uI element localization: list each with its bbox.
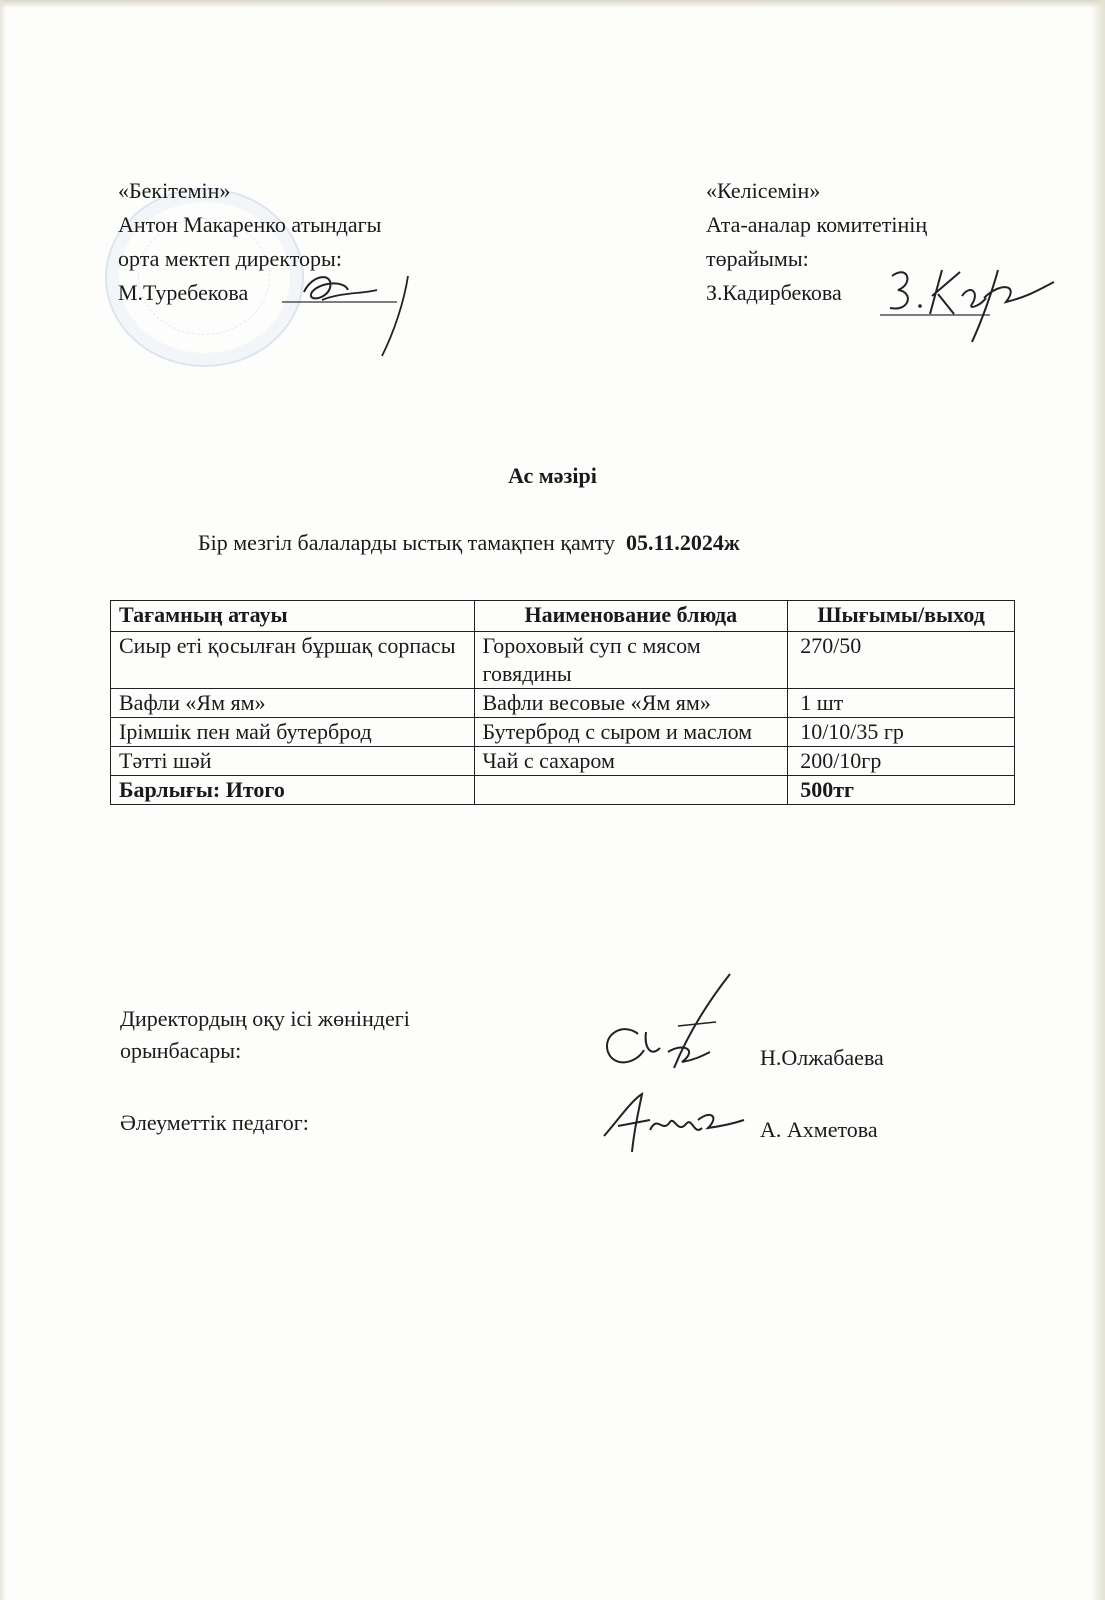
header-russian-name: Наименование блюда <box>474 601 788 632</box>
agreement-name: З.Кадирбекова <box>706 280 842 305</box>
cell-kazakh-name: Тәтті шәй <box>111 747 475 776</box>
subtitle-date: 05.11.2024ж <box>626 530 740 555</box>
approval-name: М.Туребекова <box>118 280 249 305</box>
page-edge-top <box>0 0 1105 8</box>
cell-kazakh-name: Сиыр еті қосылған бұршақ сорпасы <box>111 632 475 689</box>
page-edge-right <box>1091 0 1105 1600</box>
table-row <box>111 747 1015 776</box>
deputy-signature <box>598 972 748 1082</box>
agreement-line-1: Ата-аналар комитетінің <box>706 212 928 237</box>
cell-russian-name: Гороховый суп с мясом говядины <box>474 632 788 689</box>
header-output: Шығымы/выход <box>788 601 1015 632</box>
cell-russian-name: Бутерброд с сыром и маслом <box>474 718 788 747</box>
social-pedagogue-name: А. Ахметова <box>760 1117 878 1142</box>
cell-output: 270/50 <box>788 632 1015 689</box>
table-total-row <box>111 776 1015 805</box>
deputy-label <box>120 1003 410 1067</box>
approval-line-1: Антон Макаренко атындагы <box>118 212 382 237</box>
subtitle-text: Бір мезгіл балаларды ыстық тамақпен қамту <box>198 530 616 555</box>
deputy-label-line-2: орынбасары: <box>120 1038 242 1063</box>
header-kazakh-name: Тағамның атауы <box>111 601 475 632</box>
committee-signature <box>880 262 1060 347</box>
table-row <box>111 718 1015 747</box>
cell-output: 10/10/35 гр <box>788 718 1015 747</box>
cell-output: 1 шт <box>788 689 1015 718</box>
agreement-line-2: төрайымы: <box>706 246 809 271</box>
approval-line-2: орта мектеп директоры: <box>118 246 342 271</box>
total-empty-cell <box>474 776 788 805</box>
social-pedagogue-label: Әлеуметтік педагог: <box>120 1110 309 1135</box>
table-row <box>111 632 1015 689</box>
menu-table <box>110 600 1015 805</box>
cell-russian-name: Вафли весовые «Ям ям» <box>474 689 788 718</box>
total-label: Барлығы: Итого <box>111 776 475 805</box>
director-signature <box>282 262 422 362</box>
page-title: Ас мәзірі <box>508 463 597 488</box>
cell-kazakh-name: Вафли «Ям ям» <box>111 689 475 718</box>
total-value: 500тг <box>788 776 1015 805</box>
page-subtitle <box>198 530 740 556</box>
table-header-row <box>111 601 1015 632</box>
agreement-title: «Келісемін» <box>706 178 821 203</box>
deputy-name: Н.Олжабаева <box>760 1045 884 1070</box>
approval-title: «Бекітемін» <box>118 178 231 203</box>
page-edge-left <box>0 0 6 1600</box>
cell-output: 200/10гр <box>788 747 1015 776</box>
cell-kazakh-name: Ірімшік пен май бутерброд <box>111 718 475 747</box>
deputy-label-line-1: Директордың оқу ісі жөніндегі <box>120 1006 410 1031</box>
cell-russian-name: Чай с сахаром <box>474 747 788 776</box>
social-pedagogue-signature <box>598 1090 748 1160</box>
table-row <box>111 689 1015 718</box>
